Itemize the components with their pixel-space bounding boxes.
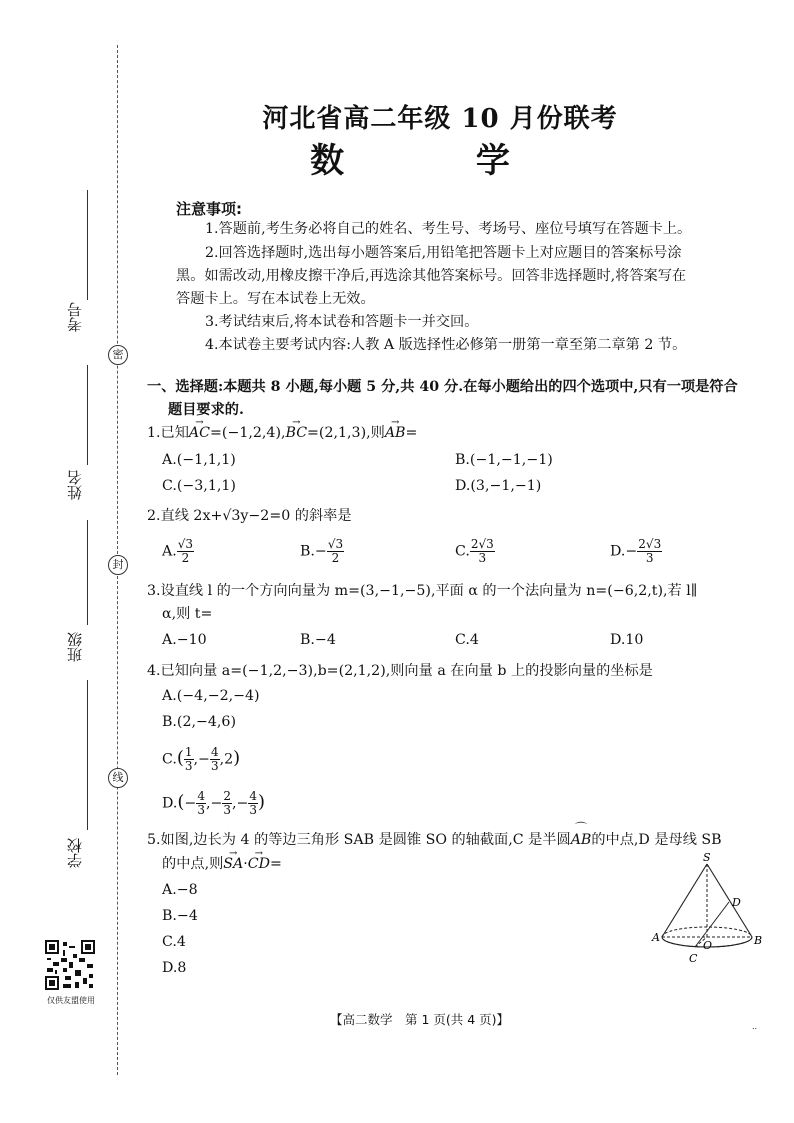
question-4-stem: 4.已知向量 a=(−1,2,−3),b=(2,1,2),则向量 a 在向量 b 上的投影向量的坐标是 xyxy=(147,663,653,679)
question-5-option-c: C.4 xyxy=(162,934,186,950)
section-heading-line-1: 一、选择题:本题共 8 小题,每小题 5 分,共 40 分.在每小题给出的四个选项中,只有一项是符合 xyxy=(147,379,738,395)
question-2-option-c: C. $\frac{2√3}{3}$ xyxy=(455,537,494,565)
exam-title: 河北省高二年级 10 月份联考 xyxy=(262,104,618,134)
question-2-option-d: D.− $\frac{2√3}{3}$ xyxy=(610,537,662,565)
name-label: 姓名 xyxy=(66,470,84,500)
question-1-option-d: D.(3,−1,−1) xyxy=(455,478,542,494)
class-label: 班级 xyxy=(66,632,84,662)
label-o: O xyxy=(703,939,713,952)
question-1-stem: 1.已知→ AC=(−1,2,4),→ BC=(2,1,3),则→ AB= xyxy=(147,422,417,445)
question-4-option-c: C.( $\frac{1}{3}$ ,− $\frac{4}{3}$ ,2) xyxy=(162,745,241,773)
question-3-stem-line-2: α,则 t= xyxy=(162,606,213,622)
exam-number-label: 考号 xyxy=(66,302,84,332)
question-3-option-d: D.10 xyxy=(610,632,644,648)
school-label: 学校 xyxy=(66,838,84,868)
question-5-option-d: D.8 xyxy=(162,960,187,976)
page-footer: 【高二数学 第 1 页(共 4 页)】 xyxy=(330,1012,510,1027)
label-d: D xyxy=(732,896,741,909)
label-a: A xyxy=(652,931,660,944)
notice-line-2a: 2.回答选择题时,选出每小题答案后,用铅笔把答题卡上对应题目的答案标号涂 xyxy=(205,245,682,261)
school-underline xyxy=(87,680,88,830)
notice-line-2b: 黑。如需改动,用橡皮擦干净后,再选涂其他答案标号。回答非选择题时,将答案写在 xyxy=(176,268,687,284)
question-5-option-b: B.−4 xyxy=(162,908,198,924)
question-4-option-a: A.(−4,−2,−4) xyxy=(162,688,260,704)
question-5-stem-line-1: 5.如图,边长为 4 的等边三角形 SAB 是圆锥 SO 的轴截面,C 是半圆⌒ AB的中点,D 是母线 SB xyxy=(147,829,722,852)
notice-line-3: 3.考试结束后,将本试卷和答题卡一并交回。 xyxy=(205,314,479,330)
notice-line-2c: 答题卡上。写在本试卷上无效。 xyxy=(176,291,375,307)
question-3-option-c: C.4 xyxy=(455,632,479,648)
question-1-option-a: A.(−1,1,1) xyxy=(162,452,236,468)
question-1-option-b: B.(−1,−1,−1) xyxy=(455,452,553,468)
seal-xian: 线 xyxy=(108,768,128,788)
question-3-option-b: B.−4 xyxy=(300,632,336,648)
question-4-option-d: D.(− $\frac{4}{3}$ ,− $\frac{2}{3}$ ,− $\frac{4}{3}$ ) xyxy=(162,789,266,817)
question-3-stem-line-1: 3.设直线 l 的一个方向向量为 m=(3,−1,−5),平面 α 的一个法向量为 n=(−6,2,t),若 l∥ xyxy=(147,583,698,599)
generatrix-sa xyxy=(662,864,707,937)
question-1-option-c: C.(−3,1,1) xyxy=(162,478,236,494)
qr-code xyxy=(45,940,95,990)
label-c: C xyxy=(689,952,698,965)
label-b: B xyxy=(754,934,763,947)
question-5-stem-line-2: 的中点,则→ SA·→ CD= xyxy=(162,853,282,876)
seal-mi: 密 xyxy=(108,345,128,365)
exam-number-underline xyxy=(87,190,88,300)
notice-line-1: 1.答题前,考生务必将自己的姓名、考生号、考场号、座位号填写在答题卡上。 xyxy=(205,221,692,237)
subject-title: 数 学 xyxy=(310,141,570,181)
question-2-stem: 2.直线 2x+√3y−2=0 的斜率是 xyxy=(147,508,352,524)
generatrix-sb xyxy=(707,864,752,937)
question-2-option-a: A. $\frac{√3}{2}$ xyxy=(162,537,194,565)
cone-figure xyxy=(645,852,770,967)
notice-heading: 注意事项: xyxy=(176,200,242,218)
name-underline xyxy=(87,365,88,465)
notice-line-4: 4.本试卷主要考试内容:人教 A 版选择性必修第一册第一章至第二章第 2 节。 xyxy=(205,337,687,353)
question-2-option-b: B.− $\frac{√3}{2}$ xyxy=(300,537,344,565)
section-heading-line-2: 题目要求的. xyxy=(168,402,244,418)
seal-feng: 封 xyxy=(108,555,128,575)
question-3-option-a: A.−10 xyxy=(162,632,207,648)
label-s: S xyxy=(703,852,711,864)
corner-mark: .. xyxy=(752,1022,758,1031)
question-4-option-b: B.(2,−4,6) xyxy=(162,714,236,730)
qr-caption: 仅供友盟使用 xyxy=(47,996,95,1005)
class-underline xyxy=(87,520,88,625)
question-5-option-a: A.−8 xyxy=(162,882,198,898)
